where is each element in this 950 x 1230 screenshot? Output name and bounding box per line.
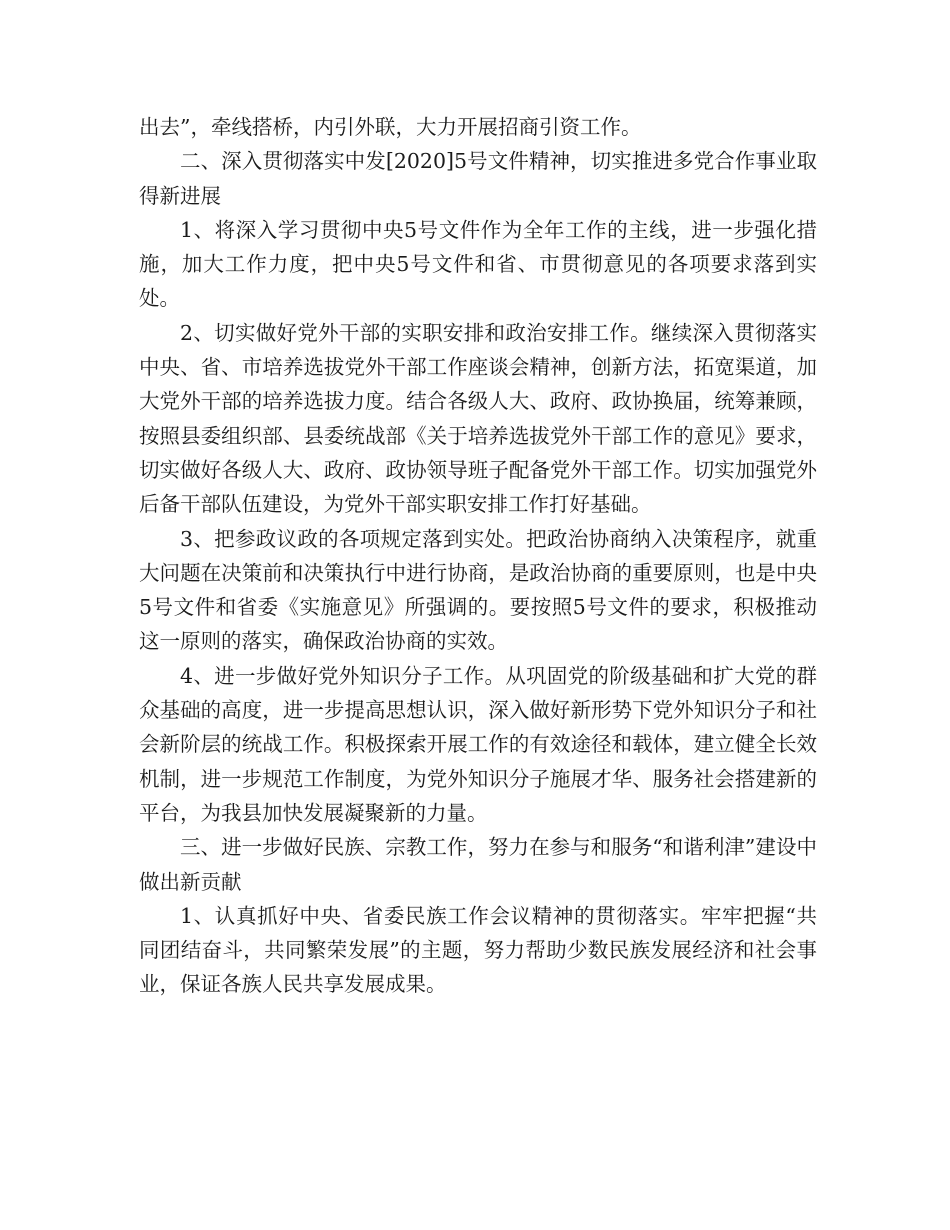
paragraph-continuation: 出去”，牵线搭桥，内引外联，大力开展招商引资工作。 xyxy=(139,115,642,139)
section-heading-2: 二、深入贯彻落实中发[2020]5号文件精神，切实推进多党合作事业取得新进展 xyxy=(139,149,817,208)
document-body xyxy=(139,110,817,1002)
paragraph-item-2-3: 3、把参政议政的各项规定落到实处。把政治协商纳入决策程序，就重大问题在决策前和决策执行中进行协商，是政治协商的重要原则，也是中央5号文件和省委《实施意见》所强调的。要按照5号文件的要求，积极推动这一原则的落实，确保政治协商的实效。 xyxy=(139,526,817,654)
paragraph-item-2-2: 2、切实做好党外干部的实职安排和政治安排工作。继续深入贯彻落实中央、省、市培养选拔党外干部工作座谈会精神，创新方法，拓宽渠道，加大党外干部的培养选拔力度。结合各级人大、政府、政协换届，统筹兼顾，按照县委组织部、县委统战部《关于培养选拔党外干部工作的意见》要求，切实做好各级人大、政府、政协领导班子配备党外干部工作。切实加强党外后备干部队伍建设，为党外干部实职安排工作打好基础。 xyxy=(139,320,817,517)
paragraph-item-2-1: 1、将深入学习贯彻中央5号文件作为全年工作的主线，进一步强化措施，加大工作力度，把中央5号文件和省、市贯彻意见的各项要求落到实处。 xyxy=(139,217,817,311)
section-heading-3: 三、进一步做好民族、宗教工作，努力在参与和服务“和谐利津”建设中做出新贡献 xyxy=(139,835,817,894)
paragraph-item-3-1: 1、认真抓好中央、省委民族工作会议精神的贯彻落实。牢牢把握“共同团结奋斗，共同繁荣发展”的主题，努力帮助少数民族发展经济和社会事业，保证各族人民共享发展成果。 xyxy=(139,903,817,997)
paragraph-item-2-4: 4、进一步做好党外知识分子工作。从巩固党的阶级基础和扩大党的群众基础的高度，进一步提高思想认识，深入做好新形势下党外知识分子和社会新阶层的统战工作。积极探索开展工作的有效途径和载体，建立健全长效机制，进一步规范工作制度，为党外知识分子施展才华、服务社会搭建新的平台，为我县加快发展凝聚新的力量。 xyxy=(139,663,817,825)
